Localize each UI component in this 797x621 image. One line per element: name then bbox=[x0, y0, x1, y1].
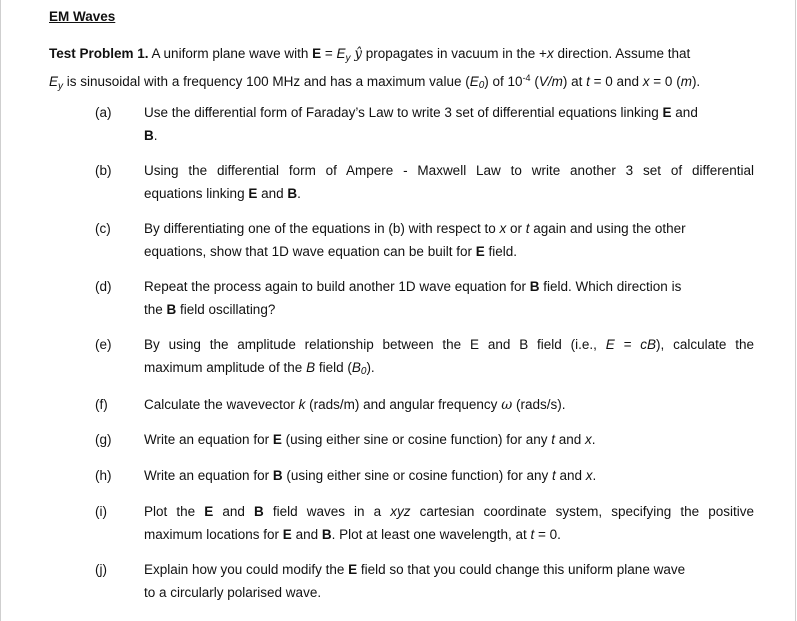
question-label: (f) bbox=[95, 397, 108, 412]
question-label: (d) bbox=[95, 279, 112, 294]
question-label: (b) bbox=[95, 163, 112, 178]
question-label: (g) bbox=[95, 432, 112, 447]
question-label: (i) bbox=[95, 504, 107, 519]
problem-statement-line-1: Test Problem 1. A uniform plane wave with $E = E_y$ ŷ propagates in vacuum in the +x direction. Assume that bbox=[49, 46, 691, 64]
question-label: (e) bbox=[95, 337, 112, 352]
section-heading: EM Waves bbox=[49, 9, 116, 24]
question-label: (j) bbox=[95, 562, 107, 577]
problem-statement bbox=[49, 42, 759, 98]
problem-statement-line-2: $E_y$ is sinusoidal with a frequency 100 MHz and has a maximum value (E0) of $10^{-4}$ (V/m) at t = 0 and x = 0 (m). bbox=[49, 73, 701, 92]
question-label: (c) bbox=[95, 221, 111, 236]
question-label: (a) bbox=[95, 105, 112, 120]
problem-label: Test Problem 1. bbox=[49, 46, 149, 61]
question-label: (h) bbox=[95, 468, 112, 483]
